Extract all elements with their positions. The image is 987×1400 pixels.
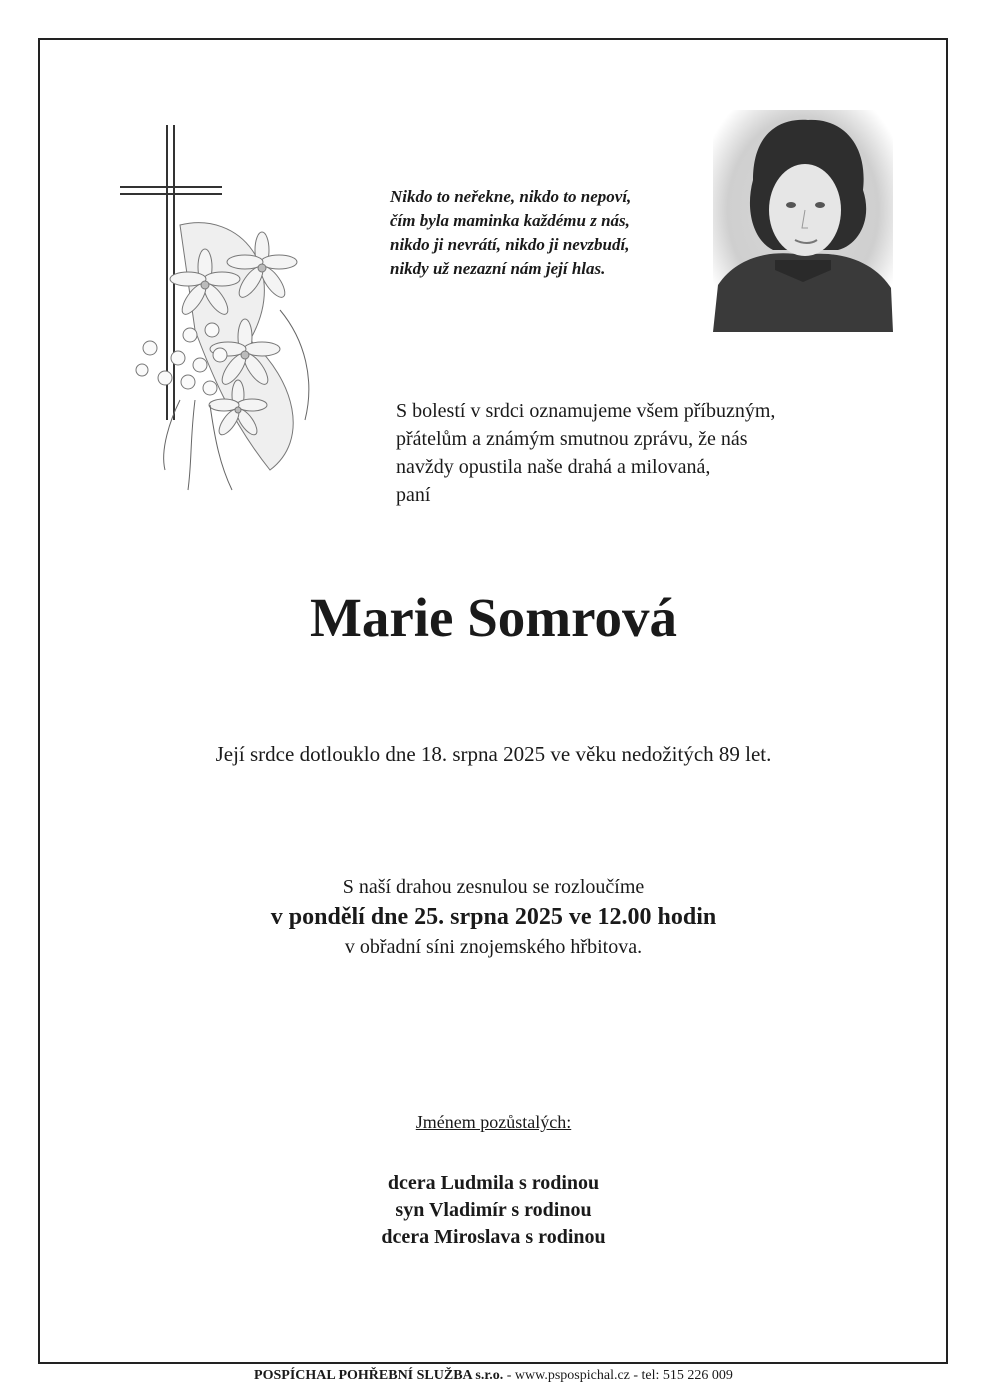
mourners-list	[0, 1170, 987, 1251]
mourner-item: dcera Ludmila s rodinou	[387, 1172, 600, 1194]
footer	[0, 1368, 987, 1384]
poem-line: nikdy už nezazní nám její hlas.	[390, 259, 606, 278]
announcement-line: paní	[396, 484, 431, 506]
death-notice: Její srdce dotlouklo dne 18. srpna 2025 ve věku nedožitých 89 let.	[215, 742, 772, 766]
mourners-heading: Jménem pozůstalých:	[415, 1112, 572, 1132]
farewell-info	[0, 873, 987, 961]
deceased-name: Marie Somrová	[309, 587, 678, 648]
portrait-photo	[713, 110, 893, 332]
announcement-line: S bolestí v srdci oznamujeme všem příbuzným,	[396, 400, 776, 422]
farewell-place: v obřadní síni znojemského hřbitova.	[344, 936, 643, 958]
mourner-item: dcera Miroslava s rodinou	[381, 1226, 606, 1248]
footer-contact: - www.pspospichal.cz - tel: 515 226 009	[503, 1368, 733, 1383]
poem-line: čím byla maminka každému z nás,	[390, 211, 630, 230]
poem-line: Nikdo to neřekne, nikdo to nepoví,	[390, 187, 632, 206]
footer-company: POSPÍCHAL POHŘEBNÍ SLUŽBA s.r.o.	[254, 1368, 504, 1383]
mourner-item: syn Vladimír s rodinou	[395, 1199, 592, 1221]
poem	[390, 185, 720, 281]
announcement	[396, 397, 896, 509]
announcement-line: navždy opustila naše drahá a milovaná,	[396, 456, 711, 478]
poem-line: nikdo ji nevrátí, nikdo ji nevzbudí,	[390, 235, 630, 254]
announcement-line: přátelům a známým smutnou zprávu, že nás	[396, 428, 748, 450]
farewell-intro: S naší drahou zesnulou se rozloučíme	[342, 876, 645, 898]
cross-lilies-icon	[120, 120, 330, 500]
farewell-date-time: v pondělí dne 25. srpna 2025 ve 12.00 hodin	[270, 904, 717, 930]
